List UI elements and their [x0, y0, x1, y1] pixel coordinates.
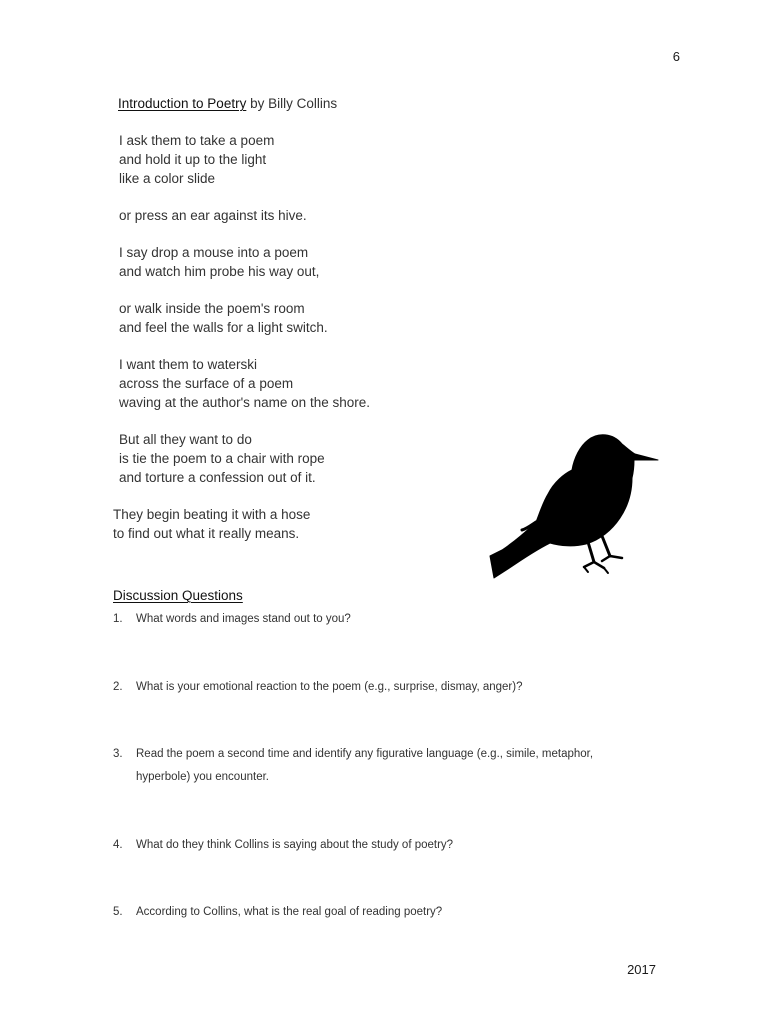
poem-line: is tie the poem to a chair with rope — [119, 451, 325, 466]
poem-title-text: Introduction to Poetry — [118, 96, 247, 111]
question-number: 5. — [113, 906, 123, 918]
question-text: According to Collins, what is the real goal of reading poetry? — [136, 906, 443, 918]
poem-line: and feel the walls for a light switch. — [119, 320, 328, 335]
poem-line: I want them to waterski — [119, 357, 258, 372]
question-number: 1. — [113, 613, 123, 625]
footer-year: 2017 — [627, 962, 656, 977]
question-text: What do they think Collins is saying about the study of poetry? — [136, 839, 454, 851]
poem-line: or press an ear against its hive. — [119, 208, 307, 223]
poem-line: to find out what it really means. — [113, 526, 300, 541]
bird-silhouette-icon — [488, 430, 663, 582]
poem-title — [118, 95, 337, 113]
poem-line: I say drop a mouse into a poem — [119, 245, 309, 260]
poem-line: and torture a confession out of it. — [119, 470, 316, 485]
question-text-continued: hyperbole) you encounter. — [136, 771, 269, 783]
poem-line: and watch him probe his way out, — [119, 264, 320, 279]
poem-line: I ask them to take a poem — [119, 133, 275, 148]
question-number: 3. — [113, 748, 123, 760]
page-number: 6 — [672, 49, 680, 64]
poem-line: like a color slide — [119, 171, 216, 186]
question-number: 2. — [113, 681, 123, 693]
poem-line: waving at the author's name on the shore. — [119, 395, 370, 410]
poem-line: or walk inside the poem's room — [119, 301, 305, 316]
poem-author: by Billy Collins — [246, 96, 338, 111]
poem-line: But all they want to do — [119, 432, 252, 447]
question-number: 4. — [113, 839, 123, 851]
question-text: Read the poem a second time and identify any figurative language (e.g., simile, metaphor, — [136, 748, 594, 760]
poem-line: across the surface of a poem — [119, 376, 294, 391]
question-text: What words and images stand out to you? — [136, 613, 351, 625]
question-text: What is your emotional reaction to the poem (e.g., surprise, dismay, anger)? — [136, 681, 523, 693]
poem-line: They begin beating it with a hose — [113, 507, 311, 522]
poem-line: and hold it up to the light — [119, 152, 267, 167]
discussion-heading: Discussion Questions — [113, 588, 243, 603]
